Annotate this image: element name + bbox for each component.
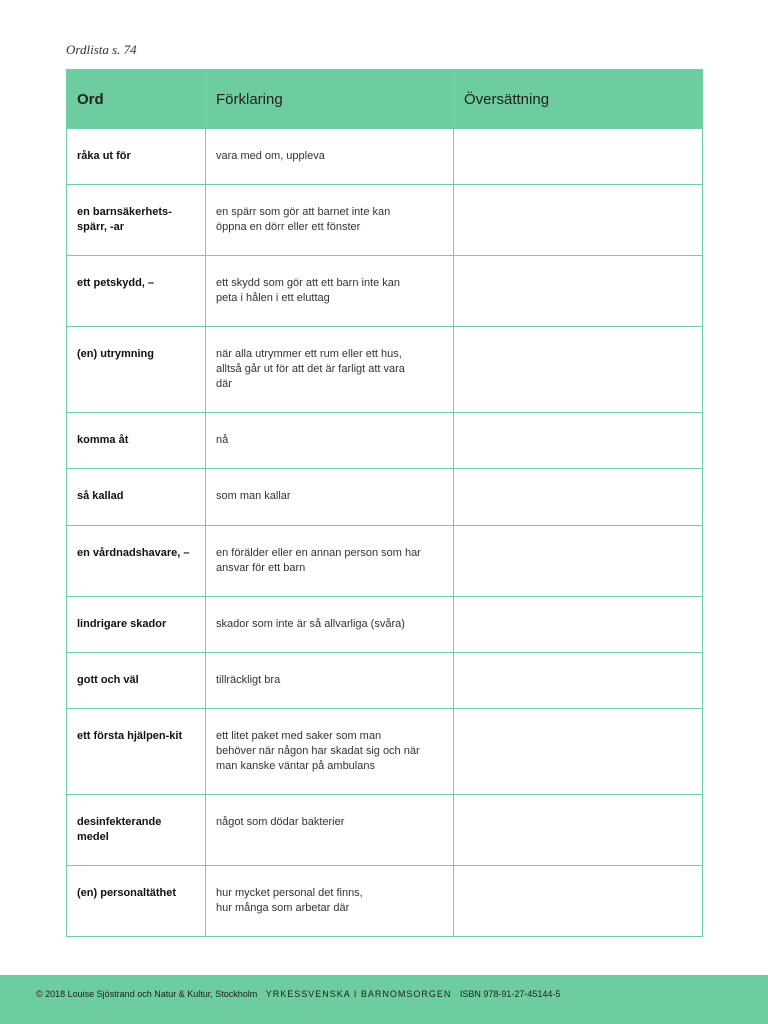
word-cell: gott och väl (67, 653, 206, 709)
word-cell: en barnsäkerhets- spärr, -ar (67, 185, 206, 256)
footer-isbn: ISBN 978-91-27-45144-5 (459, 989, 561, 999)
word-cell: (en) personaltäthet (67, 866, 206, 937)
word-cell: desinfekterande medel (67, 795, 206, 866)
translation-cell[interactable] (454, 866, 703, 937)
footer-series-title: YRKESSVENSKA I BARNOMSORGEN (265, 989, 452, 999)
header-translation: Översättning (454, 70, 703, 129)
explanation-cell: ett skydd som gör att ett barn inte kan peta i hålen i ett eluttag (206, 256, 454, 327)
table-row (67, 129, 703, 185)
translation-cell[interactable] (454, 653, 703, 709)
word-cell: (en) utrymning (67, 327, 206, 413)
translation-cell[interactable] (454, 709, 703, 795)
translation-cell[interactable] (454, 256, 703, 327)
footer-text (36, 989, 560, 999)
table-row (67, 469, 703, 526)
table-row (67, 526, 703, 597)
table-row (67, 597, 703, 653)
word-cell: råka ut för (67, 129, 206, 185)
translation-cell[interactable] (454, 413, 703, 469)
translation-cell[interactable] (454, 597, 703, 653)
word-cell: lindrigare skador (67, 597, 206, 653)
translation-cell[interactable] (454, 185, 703, 256)
table-row (67, 256, 703, 327)
glossary-table (66, 69, 703, 937)
word-cell: ett petskydd, – (67, 256, 206, 327)
explanation-cell: något som dödar bakterier (206, 795, 454, 866)
explanation-cell: en förälder eller en annan person som har ansvar för ett barn (206, 526, 454, 597)
page-heading: Ordlista s. 74 (66, 42, 137, 57)
word-cell: en vårdnadshavare, – (67, 526, 206, 597)
word-cell: så kallad (67, 469, 206, 526)
header-explanation: Förklaring (206, 70, 454, 129)
explanation-cell: nå (206, 413, 454, 469)
table-row (67, 653, 703, 709)
footer-copyright: © 2018 Louise Sjöstrand och Natur & Kultur, Stockholm (36, 989, 258, 999)
explanation-cell: vara med om, uppleva (206, 129, 454, 185)
explanation-cell: ett litet paket med saker som man behöver när någon har skadat sig och när man kanske väntar på ambulans (206, 709, 454, 795)
explanation-cell: skador som inte är så allvarliga (svåra) (206, 597, 454, 653)
translation-cell[interactable] (454, 526, 703, 597)
table-row (67, 866, 703, 937)
table-row (67, 327, 703, 413)
page-footer (0, 975, 768, 1024)
table-row (67, 795, 703, 866)
header-row (67, 70, 703, 129)
glossary-header (67, 70, 703, 129)
table-row (67, 709, 703, 795)
explanation-cell: hur mycket personal det finns, hur många som arbetar där (206, 866, 454, 937)
explanation-cell: en spärr som gör att barnet inte kan öppna en dörr eller ett fönster (206, 185, 454, 256)
header-word: Ord (67, 70, 206, 129)
table-row (67, 413, 703, 469)
translation-cell[interactable] (454, 469, 703, 526)
translation-cell[interactable] (454, 129, 703, 185)
word-cell: komma åt (67, 413, 206, 469)
explanation-cell: som man kallar (206, 469, 454, 526)
word-cell: ett första hjälpen-kit (67, 709, 206, 795)
explanation-cell: tillräckligt bra (206, 653, 454, 709)
table-row (67, 185, 703, 256)
translation-cell[interactable] (454, 795, 703, 866)
translation-cell[interactable] (454, 327, 703, 413)
explanation-cell: när alla utrymmer ett rum eller ett hus, alltså går ut för att det är farligt att vara där (206, 327, 454, 413)
